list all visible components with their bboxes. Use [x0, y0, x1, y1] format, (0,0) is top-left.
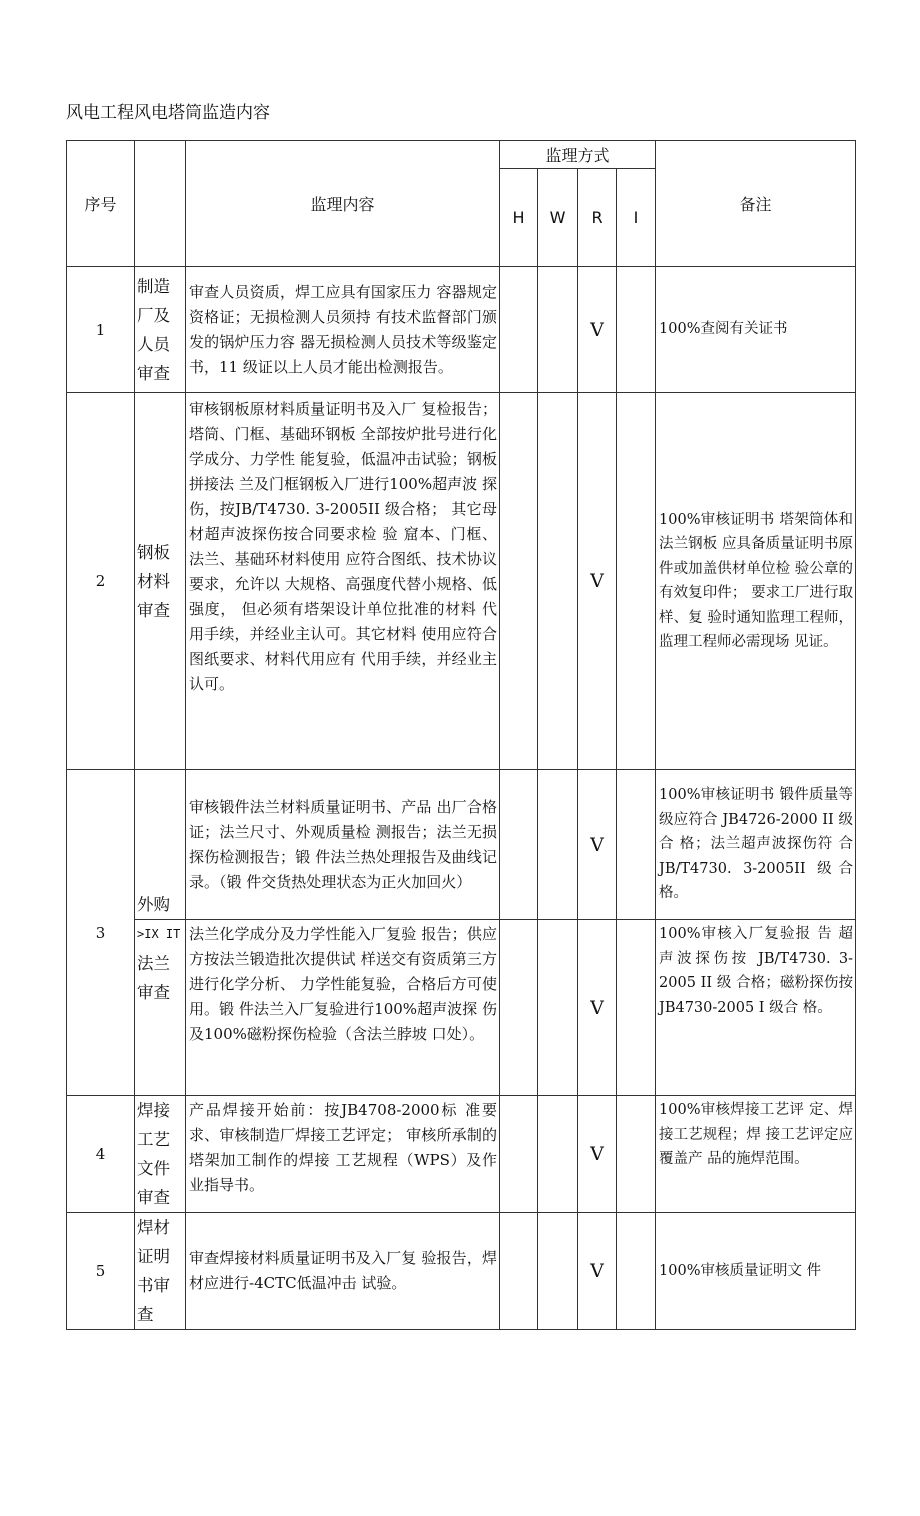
row-method-w: [538, 1213, 578, 1330]
header-method-i: I: [617, 169, 656, 267]
row-seq: 5: [67, 1213, 135, 1330]
row-content: 审查人员资质，焊工应具有国家压力 容器规定资格证；无损检测人员须持 有技术监督部门颁发的锅炉压力容 器无损检测人员技术等级鉴定书，11 级证以上人员才能出检测报告。: [186, 267, 500, 393]
header-method: 监理方式: [500, 141, 656, 169]
row-content: 审查焊接材料质量证明书及入厂复 验报告，焊材应进行-4CTC低温冲击 试验。: [186, 1213, 500, 1330]
table-row: [67, 1213, 856, 1330]
row-seq: 2: [67, 393, 135, 770]
header-content: 监理内容: [186, 141, 500, 267]
row-note: 100%审核焊接工艺评 定、焊接工艺规程；焊 接工艺评定应覆盖产 品的施焊范围。: [656, 1096, 856, 1213]
row-category-part: 外购: [135, 770, 186, 920]
header-method-w: W: [538, 169, 578, 267]
row-method-i: [617, 267, 656, 393]
row-seq: 1: [67, 267, 135, 393]
header-category-blank: [135, 141, 186, 267]
row-method-w: [538, 770, 578, 920]
row-note: 100%审核质量证明文 件: [656, 1213, 856, 1330]
row-method-h: [500, 393, 538, 770]
table-row: [67, 267, 856, 393]
row-method-r-mark: V: [578, 1096, 617, 1213]
row-seq: 3: [67, 770, 135, 1096]
row-method-i: [617, 1213, 656, 1330]
row-content: 法兰化学成分及力学性能入厂复验 报告；供应方按法兰锻造批次提供试 样送交有资质第三方进行化学分析、 力学性能复验，合格后方可使用。锻 件法兰入厂复验进行100%超声波探 伤及100%磁粉探伤检验（含法兰脖坡 口处）。: [186, 920, 500, 1096]
header-row-top: [67, 141, 856, 169]
row-content: 产品焊接开始前：按JB4708-2000标 准要求、审核制造厂焊接工艺评定； 审核所承制的塔架加工制作的焊接 工艺规程（WPS）及作业指导书。: [186, 1096, 500, 1213]
row-category-part: [135, 920, 186, 1096]
row-method-r-mark: V: [578, 393, 617, 770]
row-category-sub: 法兰审查: [137, 954, 170, 1002]
row-method-i: [617, 770, 656, 920]
row-note: 100%查阅有关证书: [656, 267, 856, 393]
row-method-r-mark: V: [578, 1213, 617, 1330]
row-seq: 4: [67, 1096, 135, 1213]
row-method-w: [538, 1096, 578, 1213]
header-method-r: R: [578, 169, 617, 267]
row-method-i: [617, 393, 656, 770]
row-note: 100%审核证明书 塔架筒体和法兰钢板 应具备质量证明书原 件或加盖供材单位检 验公章的有效复印件； 要求工厂进行取样、复 验时通知监理工程师， 监理工程师必需现场 见证。: [656, 393, 856, 770]
row-category: 焊接工艺文件审查: [135, 1096, 186, 1213]
row-method-i: [617, 920, 656, 1096]
header-method-h: H: [500, 169, 538, 267]
table-row: [67, 770, 856, 920]
document-title: 风电工程风电塔筒监造内容: [66, 103, 270, 123]
row-category: 制造厂及人员审查: [135, 267, 186, 393]
row-method-r-mark: V: [578, 770, 617, 920]
row-method-h: [500, 920, 538, 1096]
row-category-fragment: >IX IT: [137, 927, 181, 941]
row-note: 100%审核证明书 锻件质量等级应符合 JB4726-2000 II 级合 格；法兰超声波探伤符 合 JB/T4730. 3-2005II 级合格。: [656, 770, 856, 920]
row-content: 审核锻件法兰材料质量证明书、产品 出厂合格证；法兰尺寸、外观质量检 测报告；法兰无损探伤检测报告；锻 件法兰热处理报告及曲线记录。（锻 件交货热处理状态为正火加回火）: [186, 770, 500, 920]
table-row: [67, 393, 856, 770]
table-row: [67, 920, 856, 1096]
row-method-h: [500, 267, 538, 393]
row-method-h: [500, 770, 538, 920]
row-method-i: [617, 1096, 656, 1213]
header-note: 备注: [656, 141, 856, 267]
row-method-w: [538, 920, 578, 1096]
row-method-r-mark: V: [578, 267, 617, 393]
header-seq: 序号: [67, 141, 135, 267]
row-content: 审核钢板原材料质量证明书及入厂 复检报告；塔筒、门框、基础环钢板 全部按炉批号进行化学成分、力学性 能复验，低温冲击试验；钢板拼接法 兰及门框钢板入厂进行100%超声波 探伤，按JB/T4730. 3-2005II 级合格； 其它母材超声波探伤按合同要求检 验 窟本、门框、法兰、基础环材料使用 应符合图纸、技术协议要求，允许以 大规格、高强度代替小规格、低强度， 但必须有塔架设计单位批准的材料 代用手续，并经业主认可。其它材料 使用应符合图纸要求、材料代用应有 代用手续，并经业主认可。: [186, 393, 500, 770]
row-method-w: [538, 393, 578, 770]
row-method-w: [538, 267, 578, 393]
row-note: 100%审核入厂复验报 告 超声波探伤按 JB/T4730. 3-2005 II 级 合格；磁粉探伤按 JB4730-2005 I 级合 格。: [656, 920, 856, 1096]
row-method-r-mark: V: [578, 920, 617, 1096]
table-row: [67, 1096, 856, 1213]
row-category: 焊材证明书审查: [135, 1213, 186, 1330]
supervision-table: [66, 140, 856, 1330]
row-method-h: [500, 1096, 538, 1213]
row-category: 钢板材料审查: [135, 393, 186, 770]
row-method-h: [500, 1213, 538, 1330]
